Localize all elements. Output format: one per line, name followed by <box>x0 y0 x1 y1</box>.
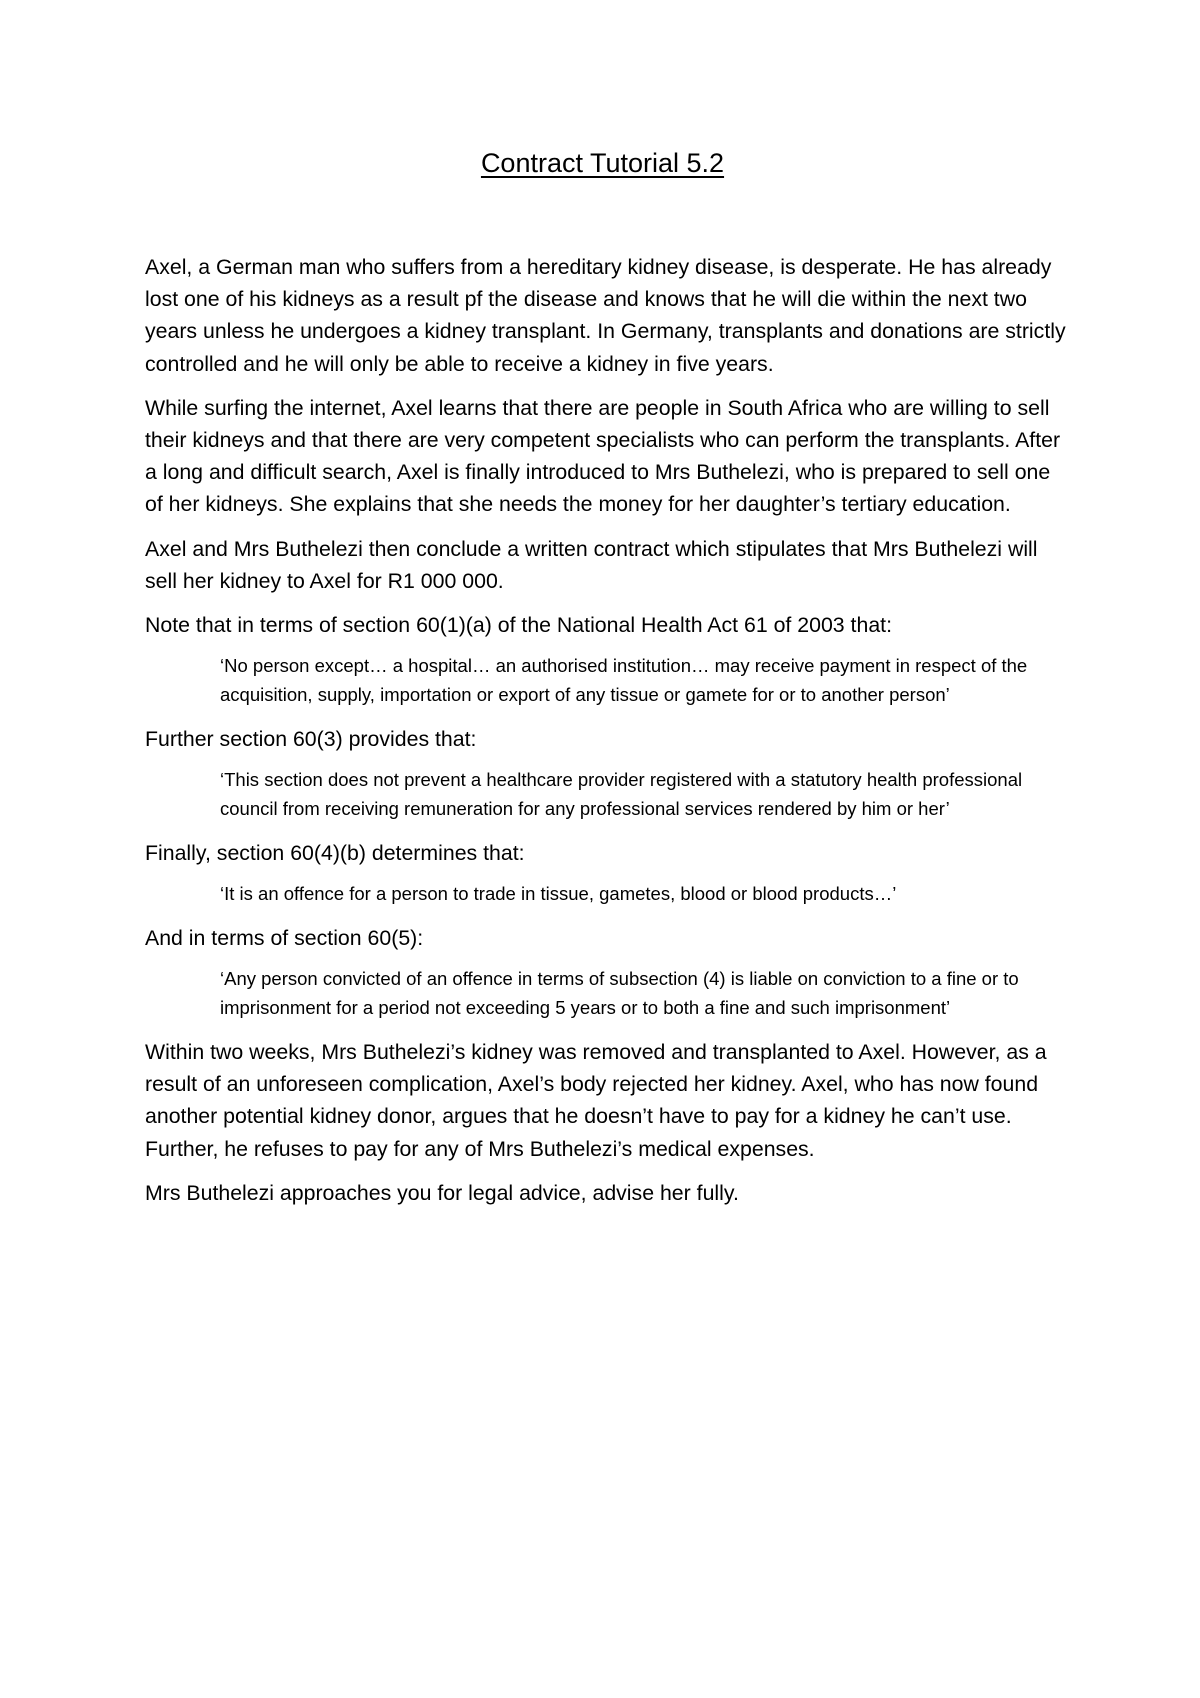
statute-quote-60-5: ‘Any person convicted of an offence in terms of subsection (4) is liable on conviction to a fine or to imprisonment for a period not exceeding 5 years or to both a fine and such imprisonment’ <box>220 968 1019 1019</box>
statute-lead-60-3: Further section 60(3) provides that: <box>145 727 477 752</box>
document-title: Contract Tutorial 5.2 <box>480 148 725 178</box>
statute-quote-60-1-a: ‘No person except… a hospital… an authorised institution… may receive payment in respect of the acquisition, supply, importation or export of any tissue or gamete for or to another person’ <box>220 655 1028 706</box>
closing-paragraph-1: Within two weeks, Mrs Buthelezi’s kidney was removed and transplanted to Axel. However, as a result of an unforeseen complication, Axel’s body rejected her kidney. Axel, who has now found another potential kidney donor, argues that he doesn’t have to pay for a kidney he can’t use. Further, he refuses to pay for any of Mrs Buthelezi’s medical expenses. <box>145 1040 1047 1161</box>
statute-lead-60-4-b: Finally, section 60(4)(b) determines that: <box>145 841 525 866</box>
closing-paragraph-2: Mrs Buthelezi approaches you for legal advice, advise her fully. <box>145 1180 739 1205</box>
statute-lead-60-1-a: Note that in terms of section 60(1)(a) of the National Health Act 61 of 2003 that: <box>145 613 892 638</box>
statute-lead-60-5: And in terms of section 60(5): <box>145 926 424 951</box>
statute-quote-60-4-b: ‘It is an offence for a person to trade in tissue, gametes, blood or blood products…’ <box>220 883 897 905</box>
facts-paragraph-3: Axel and Mrs Buthelezi then conclude a written contract which stipulates that Mrs Buthelezi will sell her kidney to Axel for R1 000 000. <box>145 536 1038 593</box>
facts-paragraph-1: Axel, a German man who suffers from a hereditary kidney disease, is desperate. He has already lost one of his kidneys as a result pf the disease and knows that he will die within the next two years unless he undergoes a kidney transplant. In Germany, transplants and donations are strictly controlled and he will only be able to receive a kidney in five years. <box>145 255 1066 376</box>
statute-quote-60-3: ‘This section does not prevent a healthcare provider registered with a statutory health professional council from receiving remuneration for any professional services rendered by him or her’ <box>220 769 1023 820</box>
facts-paragraph-2: While surfing the internet, Axel learns that there are people in South Africa who are willing to sell their kidneys and that there are very competent specialists who can perform the transplants. After a long and difficult search, Axel is finally introduced to Mrs Buthelezi, who is prepared to sell one of her kidneys. She explains that she needs the money for her daughter’s tertiary education. <box>145 395 1061 517</box>
